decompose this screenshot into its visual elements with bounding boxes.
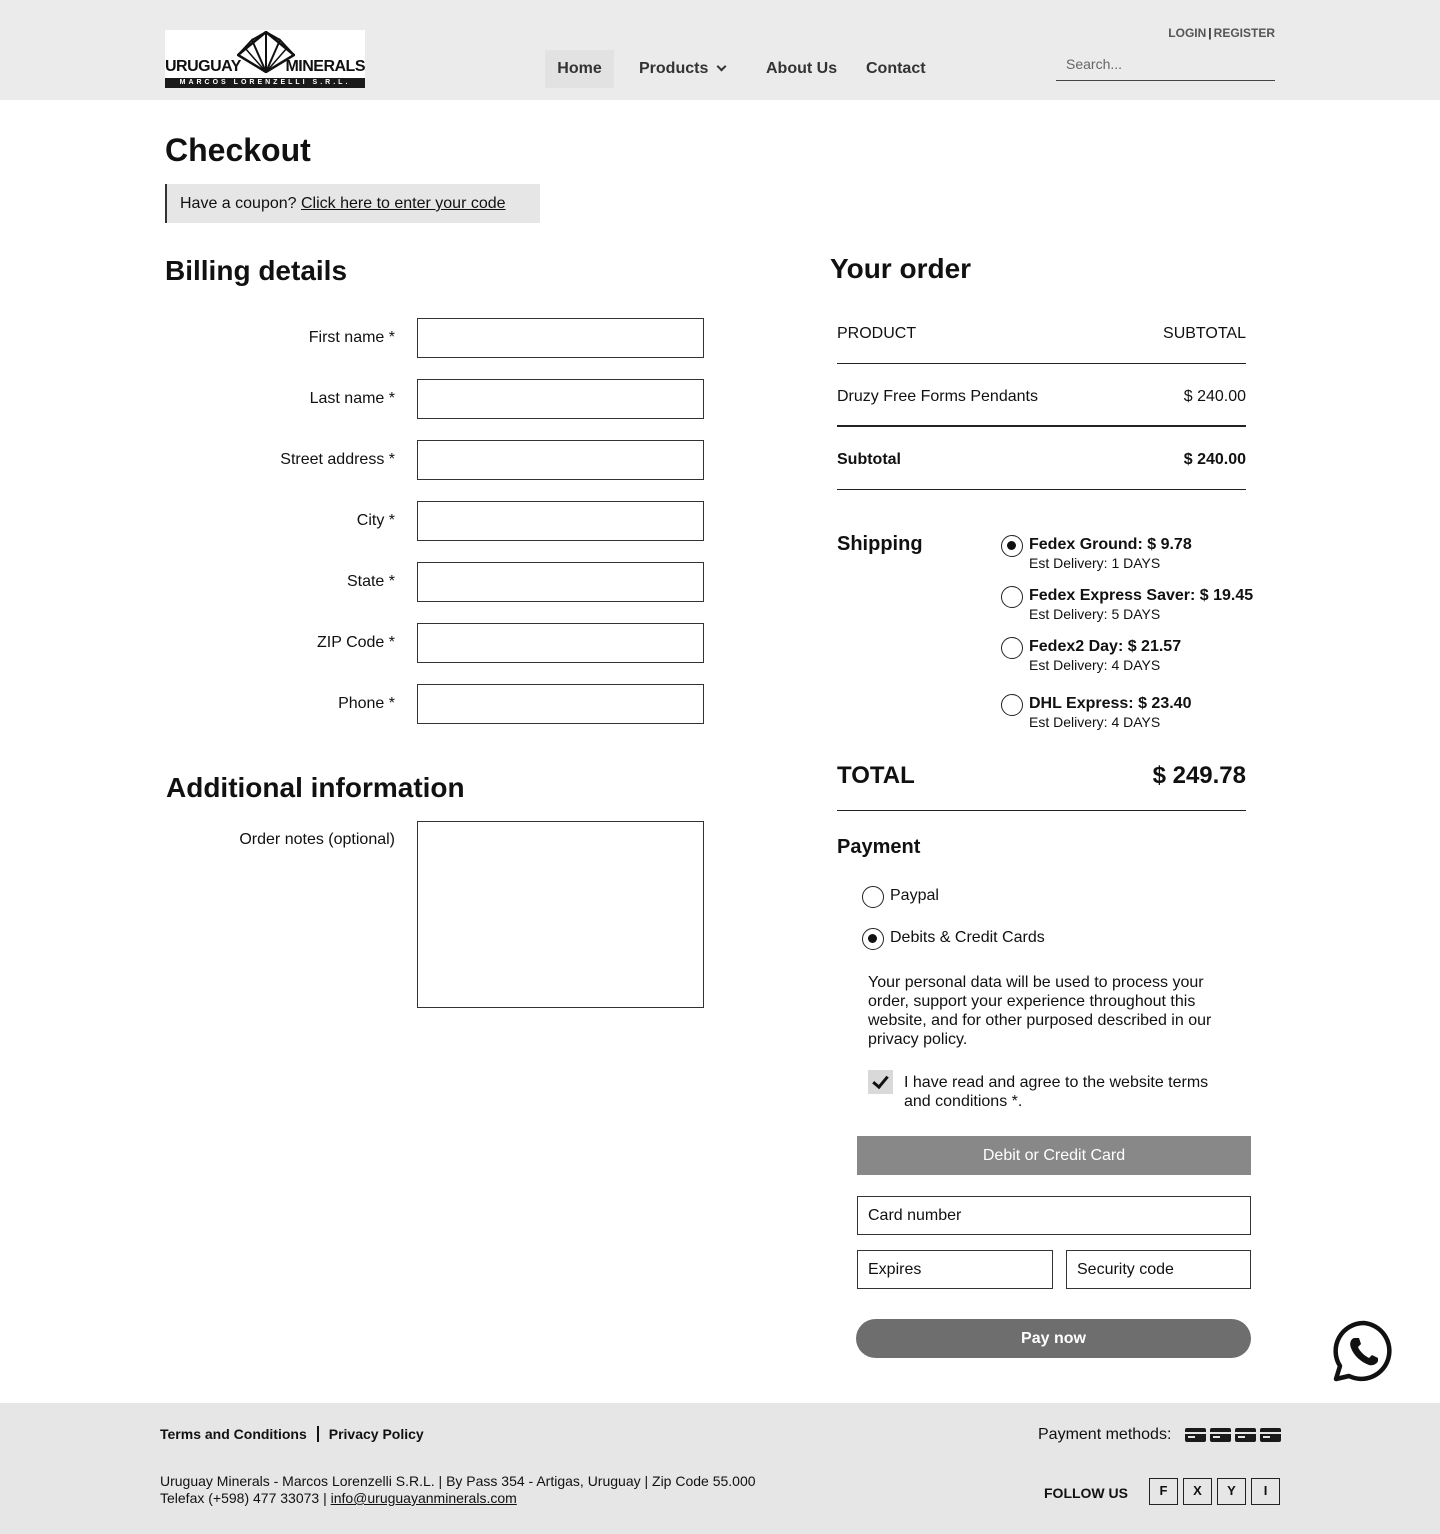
footer-address xyxy=(160,1473,756,1507)
phone-label: Phone * xyxy=(338,695,395,712)
chevron-down-icon xyxy=(717,62,727,72)
order-item-name: Druzy Free Forms Pendants xyxy=(837,388,1038,405)
phone-field[interactable] xyxy=(417,684,704,724)
shipping-title: Shipping xyxy=(837,533,923,555)
logo[interactable] xyxy=(165,30,365,88)
login-link[interactable]: LOGIN xyxy=(1168,26,1207,40)
your-order-title: Your order xyxy=(830,253,972,284)
state-field[interactable] xyxy=(417,562,704,602)
terms-label: I have read and agree to the website terms and conditions *. xyxy=(904,1074,1209,1110)
nav-home[interactable]: Home xyxy=(545,50,614,88)
credit-card-icon xyxy=(1260,1428,1281,1442)
payment-radio-paypal[interactable] xyxy=(862,886,884,908)
nav-contact[interactable]: Contact xyxy=(866,60,926,77)
shipping-radio-dhl-express[interactable] xyxy=(1001,694,1023,716)
logo-subtitle: MARCOS LORENZELLI S.R.L. xyxy=(165,78,365,88)
last-name-field[interactable] xyxy=(417,379,704,419)
state-label: State * xyxy=(346,573,395,590)
zip-code-label: ZIP Code * xyxy=(317,634,395,651)
zip-code-field[interactable] xyxy=(417,623,704,663)
billing-title: Billing details xyxy=(165,255,348,286)
payment-label-cards: Debits & Credit Cards xyxy=(890,929,1045,946)
shipping-radio-fedex-express-saver[interactable] xyxy=(1001,586,1023,608)
col-subtotal-header: SUBTOTAL xyxy=(1163,325,1246,342)
logo-word-right: MINERALS xyxy=(285,58,365,75)
logo-word-left: URUGUAY xyxy=(165,58,241,75)
whatsapp-icon[interactable] xyxy=(1332,1320,1396,1382)
shipping-name-fedex-express-saver: Fedex Express Saver: $ 19.45 xyxy=(1029,587,1254,604)
divider xyxy=(837,425,1246,427)
divider xyxy=(837,489,1246,490)
coupon-notice xyxy=(165,184,540,223)
payment-title: Payment xyxy=(837,836,921,858)
first-name-label: First name * xyxy=(308,329,395,346)
shipping-radio-fedex2-day[interactable] xyxy=(1001,637,1023,659)
order-item-price: $ 240.00 xyxy=(1183,388,1246,405)
credit-card-icon xyxy=(1210,1428,1231,1442)
shipping-name-dhl-express: DHL Express: $ 23.40 xyxy=(1029,695,1192,712)
search-input[interactable] xyxy=(1056,48,1275,81)
street-address-field[interactable] xyxy=(417,440,704,480)
city-field[interactable] xyxy=(417,501,704,541)
subtotal-value: $ 240.00 xyxy=(1183,451,1246,468)
social-f-button[interactable]: F xyxy=(1149,1478,1178,1505)
credit-card-icon xyxy=(1185,1428,1206,1442)
shipping-radio-fedex-ground[interactable] xyxy=(1001,535,1023,557)
nav-products[interactable] xyxy=(639,50,725,88)
total-label: TOTAL xyxy=(837,762,915,789)
shipping-name-fedex-ground: Fedex Ground: $ 9.78 xyxy=(1029,536,1192,553)
city-label: City * xyxy=(356,512,395,529)
nav-about[interactable]: About Us xyxy=(766,60,838,77)
credit-card-icon xyxy=(1235,1428,1256,1442)
expires-field[interactable] xyxy=(857,1250,1053,1289)
last-name-label: Last name * xyxy=(309,390,395,407)
privacy-link[interactable]: Privacy Policy xyxy=(328,1426,424,1442)
terms-link[interactable]: Terms and Conditions xyxy=(160,1426,307,1442)
coupon-link[interactable]: Click here to enter your code xyxy=(300,195,506,212)
card-number-field[interactable] xyxy=(857,1196,1251,1235)
address-line: Uruguay Minerals - Marcos Lorenzelli S.R.L. | By Pass 354 - Artigas, Uruguay | Zip Code 55.000 xyxy=(160,1473,756,1489)
card-tab[interactable]: Debit or Credit Card xyxy=(857,1136,1251,1175)
total-value: $ 249.78 xyxy=(1152,762,1246,789)
subtotal-label: Subtotal xyxy=(837,451,901,468)
divider xyxy=(837,810,1246,811)
footer-links xyxy=(160,1426,424,1442)
register-link[interactable]: REGISTER xyxy=(1213,26,1275,40)
site-header xyxy=(0,0,1440,100)
payment-methods-label: Payment methods: xyxy=(1038,1426,1172,1443)
telefax-line xyxy=(160,1490,756,1507)
shipping-est-fedex-express-saver: Est Delivery: 5 DAYS xyxy=(1029,606,1161,622)
telefax-text: Telefax (+598) 477 33073 | xyxy=(160,1490,327,1506)
social-y-button[interactable]: Y xyxy=(1217,1478,1246,1505)
pay-now-button[interactable]: Pay now xyxy=(856,1319,1251,1358)
order-notes-label: Order notes (optional) xyxy=(239,831,395,848)
terms-checkbox[interactable] xyxy=(868,1070,893,1094)
first-name-field[interactable] xyxy=(417,318,704,358)
privacy-notice: Your personal data will be used to process your order, support your experience throughout this website, and for other purposed described in our privacy policy. xyxy=(868,974,1212,1048)
email-link[interactable]: info@uruguayanminerals.com xyxy=(330,1490,517,1506)
social-x-button[interactable]: X xyxy=(1183,1478,1212,1505)
payment-radio-cards[interactable] xyxy=(862,928,884,950)
street-address-label: Street address * xyxy=(280,451,395,468)
divider xyxy=(837,363,1246,364)
nav-products-label: Products xyxy=(639,60,709,77)
social-i-button[interactable]: I xyxy=(1251,1478,1280,1505)
order-notes-field[interactable] xyxy=(417,821,704,1008)
page-title: Checkout xyxy=(165,132,311,168)
checkmark-icon xyxy=(872,1072,889,1089)
security-code-field[interactable] xyxy=(1066,1250,1251,1289)
payment-label-paypal: Paypal xyxy=(890,887,939,904)
site-footer xyxy=(0,1403,1440,1534)
auth-separator: | xyxy=(1208,26,1212,40)
shipping-name-fedex2-day: Fedex2 Day: $ 21.57 xyxy=(1029,638,1182,655)
additional-info-title: Additional information xyxy=(166,772,465,803)
auth-links xyxy=(1168,26,1275,40)
shipping-est-fedex2-day: Est Delivery: 4 DAYS xyxy=(1029,657,1161,673)
follow-us-label: FOLLOW US xyxy=(1044,1485,1128,1501)
coupon-prefix: Have a coupon? xyxy=(180,195,297,212)
shipping-est-dhl-express: Est Delivery: 4 DAYS xyxy=(1029,714,1161,730)
shipping-est-fedex-ground: Est Delivery: 1 DAYS xyxy=(1029,555,1161,571)
footer-divider xyxy=(317,1426,319,1442)
col-product-header: PRODUCT xyxy=(837,325,917,342)
